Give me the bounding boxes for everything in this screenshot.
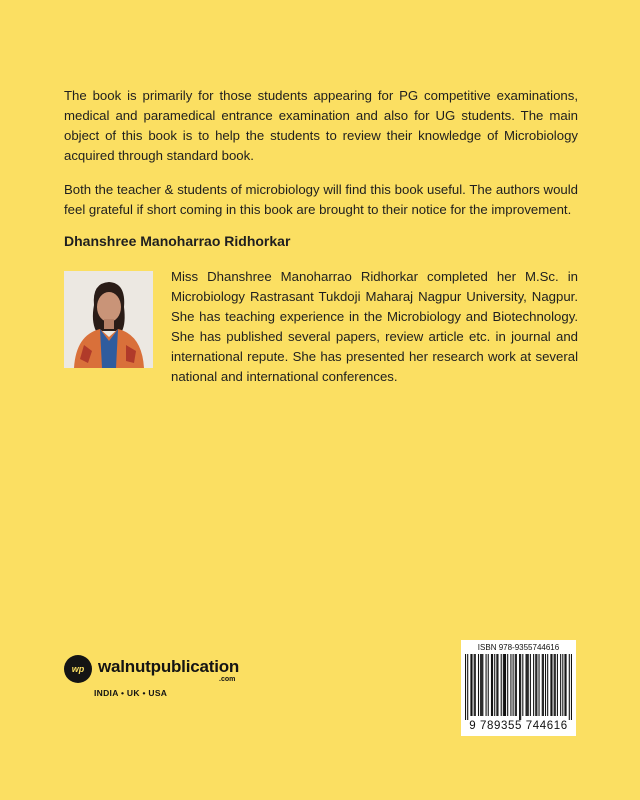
publisher-regions: INDIA • UK • USA	[94, 688, 168, 698]
author-photo	[64, 271, 153, 368]
author-name: Dhanshree Manoharrao Ridhorkar	[64, 233, 291, 249]
description-paragraph-1: The book is primarily for those students appearing for PG competitive examinations, medical and paramedical entrance examination and also for UG students. The main object of this book is to help the students to review their knowledge of Microbiology acquired through standard book.	[64, 88, 578, 163]
description-paragraph-2: Both the teacher & students of microbiology will find this book useful. The authors would feel grateful if short coming in this book are brought to their notice for the improvement.	[64, 182, 578, 217]
publisher-domain-suffix: .com	[219, 676, 236, 683]
walnut-logo-icon: wp	[64, 655, 92, 683]
ean-digits: 9 789355 744616	[469, 720, 568, 732]
isbn-label: ISBN 978-9355744616	[477, 643, 560, 652]
barcode-bars	[465, 654, 572, 720]
author-bio: Miss Dhanshree Manoharrao Ridhorkar completed her M.Sc. in Microbiology Rastrasant Tukdoji Maharaj Nagpur University, Nagpur. She has teaching experience in the Microbiology and Biotechnology. She has published several papers, review article etc. in journal and international repute. She has presented her research work at several national and international conferences.	[171, 269, 578, 384]
publisher-name: walnutpublication	[98, 657, 240, 676]
isbn-barcode	[461, 640, 576, 736]
